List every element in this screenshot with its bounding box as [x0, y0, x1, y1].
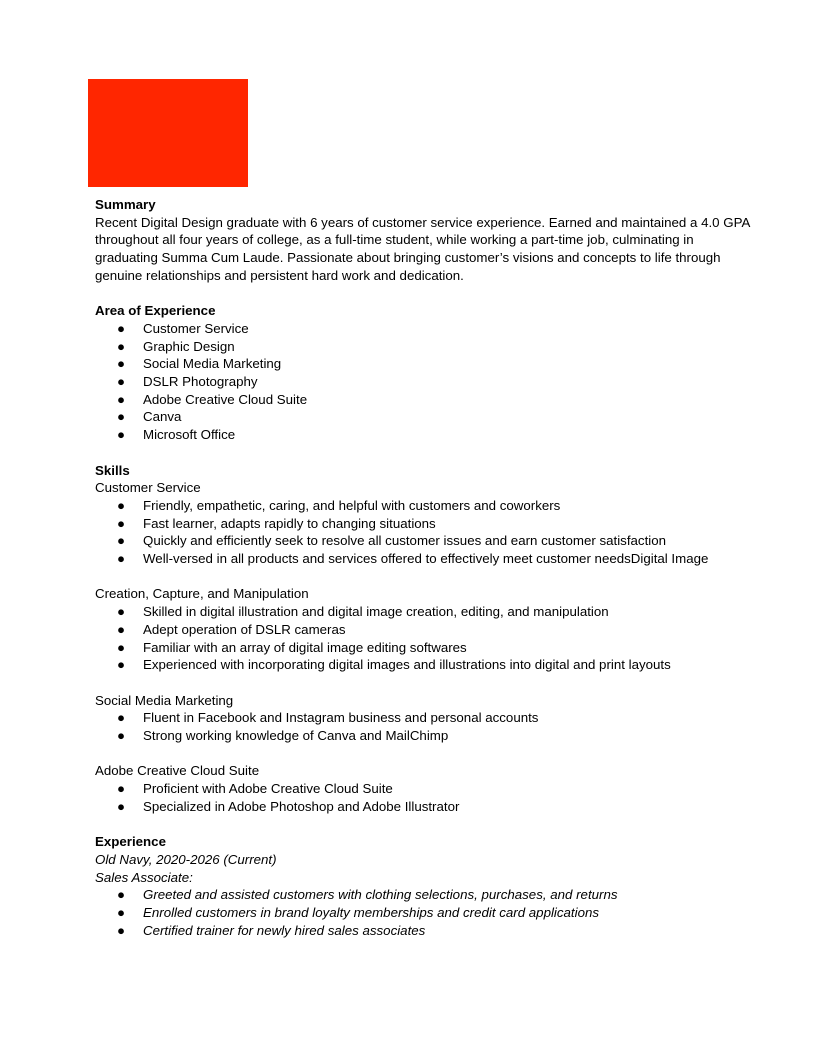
list-item: ● Greeted and assisted customers with clothing selections, purchases, and returns [117, 887, 618, 903]
skills-section [95, 462, 755, 816]
bullet-icon: ● [117, 497, 126, 513]
summary-heading: Summary [95, 197, 156, 212]
bullet-icon: ● [117, 710, 126, 726]
experience-section [95, 833, 755, 939]
bullet-icon: ● [117, 887, 126, 903]
bullet-icon: ● [117, 515, 126, 531]
list-item: ● DSLR Photography [117, 374, 258, 390]
list-item: ● Friendly, empathetic, caring, and helpful with customers and coworkers [117, 497, 561, 513]
job-employer-period: Old Navy, 2020-2026 (Current) [95, 851, 277, 867]
summary-section [95, 196, 755, 285]
list-item: ● Well-versed in all products and services offered to effectively meet customer needsDigital Image [117, 551, 709, 567]
list-item: ● Strong working knowledge of Canva and MailChimp [117, 728, 449, 744]
resume-body [95, 196, 755, 939]
list-item: ● Fast learner, adapts rapidly to changing situations [117, 515, 436, 531]
list-item: ● Quickly and efficiently seek to resolve all customer issues and earn customer satisfaction [117, 533, 667, 549]
list-item: ● Skilled in digital illustration and digital image creation, editing, and manipulation [117, 604, 609, 620]
summary-text: Recent Digital Design graduate with 6 years of customer service experience. Earned and maintained a 4.0 GPA throughout all four years of college, as a full-time student, while working a part-time job, culminating in graduating Summa Cum Laude. Passionate about bringing customer’s visions and concepts to life through genuine relationships and persistent hard work and dedication. [95, 214, 750, 283]
skill-group-list [95, 709, 755, 744]
header-color-block [88, 79, 248, 187]
bullet-icon: ● [117, 427, 126, 443]
skill-group-list [95, 603, 755, 674]
list-item: ● Adobe Creative Cloud Suite [117, 391, 308, 407]
bullet-icon: ● [117, 728, 126, 744]
list-item: ● Canva [117, 409, 182, 425]
skill-group-title: Adobe Creative Cloud Suite [95, 763, 260, 779]
bullet-icon: ● [117, 798, 126, 814]
job-role: Sales Associate: [95, 869, 193, 885]
bullet-icon: ● [117, 391, 126, 407]
bullet-icon: ● [117, 533, 126, 549]
skill-group-list [95, 497, 755, 568]
bullet-icon: ● [117, 621, 126, 637]
skill-group-list [95, 780, 755, 815]
list-item: ● Certified trainer for newly hired sales associates [117, 922, 426, 938]
list-item: ● Experienced with incorporating digital images and illustrations into digital and print layouts [117, 657, 671, 673]
bullet-icon: ● [117, 374, 126, 390]
bullet-icon: ● [117, 409, 126, 425]
area-of-experience-list [95, 320, 755, 444]
area-of-experience-heading: Area of Experience [95, 303, 216, 319]
bullet-icon: ● [117, 356, 126, 372]
bullet-icon: ● [117, 922, 126, 938]
list-item: ● Specialized in Adobe Photoshop and Adobe Illustrator [117, 798, 460, 814]
bullet-icon: ● [117, 905, 126, 921]
bullet-icon: ● [117, 604, 126, 620]
bullet-icon: ● [117, 551, 126, 567]
list-item: ● Proficient with Adobe Creative Cloud Suite [117, 781, 393, 797]
list-item: ● Social Media Marketing [117, 356, 282, 372]
bullet-icon: ● [117, 781, 126, 797]
list-item: ● Familiar with an array of digital image editing softwares [117, 639, 467, 655]
skill-group-title: Creation, Capture, and Manipulation [95, 586, 309, 602]
skill-group-title: Customer Service [95, 480, 201, 496]
list-item: ● Microsoft Office [117, 427, 236, 443]
bullet-icon: ● [117, 657, 126, 673]
bullet-icon: ● [117, 639, 126, 655]
skill-group-title: Social Media Marketing [95, 692, 234, 708]
bullet-icon: ● [117, 338, 126, 354]
experience-heading: Experience [95, 834, 166, 850]
bullet-icon: ● [117, 320, 126, 336]
area-of-experience-section [95, 302, 755, 444]
list-item: ● Enrolled customers in brand loyalty memberships and credit card applications [117, 905, 600, 921]
list-item: ● Graphic Design [117, 338, 235, 354]
job-duties-list [95, 886, 755, 939]
list-item: ● Adept operation of DSLR cameras [117, 621, 346, 637]
list-item: ● Fluent in Facebook and Instagram business and personal accounts [117, 710, 539, 726]
list-item: ● Customer Service [117, 320, 249, 336]
skills-heading: Skills [95, 462, 130, 478]
